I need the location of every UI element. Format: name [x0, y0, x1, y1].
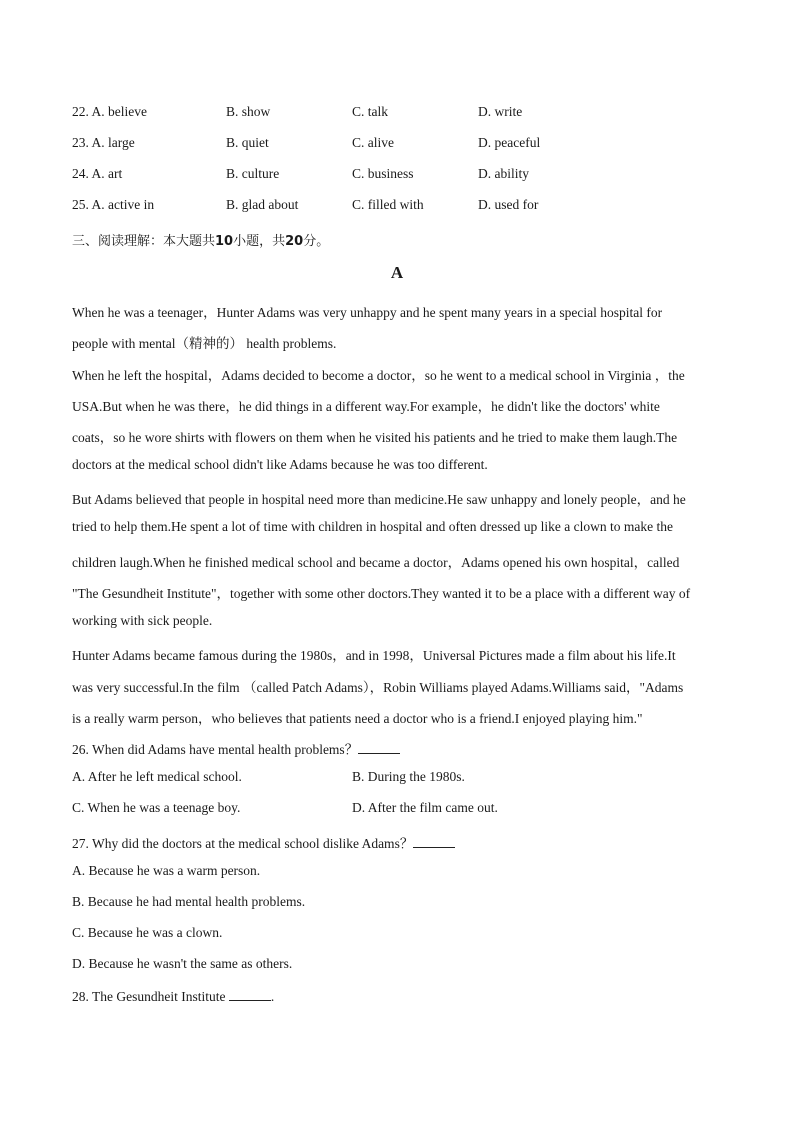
passage-line: tried to help them.He spent a lot of time with children in hospital and often dressed up like a clown to make the	[72, 519, 673, 534]
answer-blank	[229, 988, 271, 1001]
option-a: 22. A. believe	[72, 104, 147, 119]
q27-option-b: B. Because he had mental health problems.	[72, 894, 306, 909]
option-a: 24. A. art	[72, 166, 123, 181]
section-prefix: 三、阅读理解：本大题共	[72, 234, 216, 249]
passage-line: is a really warm person，who believes that patients need a doctor who is a friend.I enjoyed playing him."	[72, 711, 643, 726]
passage-line: USA.But when he was there，he did things in a different way.For example，he didn't like the doctors' white	[72, 399, 660, 414]
option-a: 23. A. large	[72, 135, 135, 150]
passage-line: doctors at the medical school didn't like Adams because he was too different.	[72, 457, 488, 472]
option-a: 25. A. active in	[72, 197, 155, 212]
question-23-options	[72, 135, 732, 157]
question-end: .	[270, 989, 275, 1004]
section-heading	[72, 230, 329, 249]
option-d: D. peaceful	[478, 135, 541, 150]
passage-line: Hunter Adams became famous during the 1980s，and in 1998，Universal Pictures made a film about his life.It	[72, 648, 676, 663]
q26-option-c: C. When he was a teenage boy.	[72, 800, 241, 815]
question-22-options	[72, 104, 732, 126]
option-c: C. talk	[352, 104, 388, 119]
q27-option-c: C. Because he was a clown.	[72, 925, 223, 940]
question-stem: 28. The Gesundheit Institute	[72, 989, 226, 1004]
option-b: B. culture	[226, 166, 280, 181]
q26-option-a: A. After he left medical school.	[72, 769, 242, 784]
answer-blank	[413, 835, 455, 848]
option-b: B. quiet	[226, 135, 269, 150]
passage-line: When he left the hospital，Adams decided to become a doctor，so he went to a medical school in Virginia ，the	[72, 368, 685, 383]
q26-option-d: D. After the film came out.	[352, 800, 498, 815]
question-28	[72, 988, 722, 1010]
section-mid: 小题，共	[233, 234, 286, 249]
question-stem: 27. Why did the doctors at the medical school dislike Adams？	[72, 836, 414, 851]
option-b: B. show	[226, 104, 271, 119]
passage-line: people with mental（精神的） health problems.	[72, 336, 337, 351]
question-stem: 26. When did Adams have mental health problems？	[72, 742, 359, 757]
question-26	[72, 738, 722, 760]
option-c: C. business	[352, 166, 414, 181]
passage-line: children laugh.When he finished medical school and became a doctor，Adams opened his own hospital，called	[72, 555, 680, 570]
passage-line: working with sick people.	[72, 613, 213, 628]
passage-line: was very successful.In the film （called Patch Adams），Robin Williams played Adams.Williams said，"Adams	[72, 680, 684, 695]
section-suffix: 分。	[303, 234, 330, 249]
section-score: 20	[285, 234, 304, 249]
option-d: D. write	[478, 104, 523, 119]
option-b: B. glad about	[226, 197, 299, 212]
q27-option-d: D. Because he wasn't the same as others.	[72, 956, 293, 971]
passage-title: A	[390, 263, 404, 282]
option-d: D. ability	[478, 166, 529, 181]
q26-option-b: B. During the 1980s.	[352, 769, 465, 784]
passage-line: But Adams believed that people in hospital need more than medicine.He saw unhappy and lonely people，and he	[72, 492, 686, 507]
passage-line: When he was a teenager，Hunter Adams was very unhappy and he spent many years in a special hospital for	[72, 305, 663, 320]
question-27	[72, 832, 722, 854]
passage-line: "The Gesundheit Institute"，together with some other doctors.They wanted it to be a place with a different way of	[72, 586, 691, 601]
answer-blank	[358, 741, 400, 754]
option-d: D. used for	[478, 197, 539, 212]
q27-option-a: A. Because he was a warm person.	[72, 863, 261, 878]
option-c: C. alive	[352, 135, 394, 150]
section-count: 10	[215, 234, 234, 249]
question-24-options	[72, 166, 732, 188]
passage-line: coats，so he wore shirts with flowers on them when he visited his patients and he tried to make them laugh.The	[72, 430, 678, 445]
option-c: C. filled with	[352, 197, 424, 212]
question-25-options	[72, 197, 732, 219]
